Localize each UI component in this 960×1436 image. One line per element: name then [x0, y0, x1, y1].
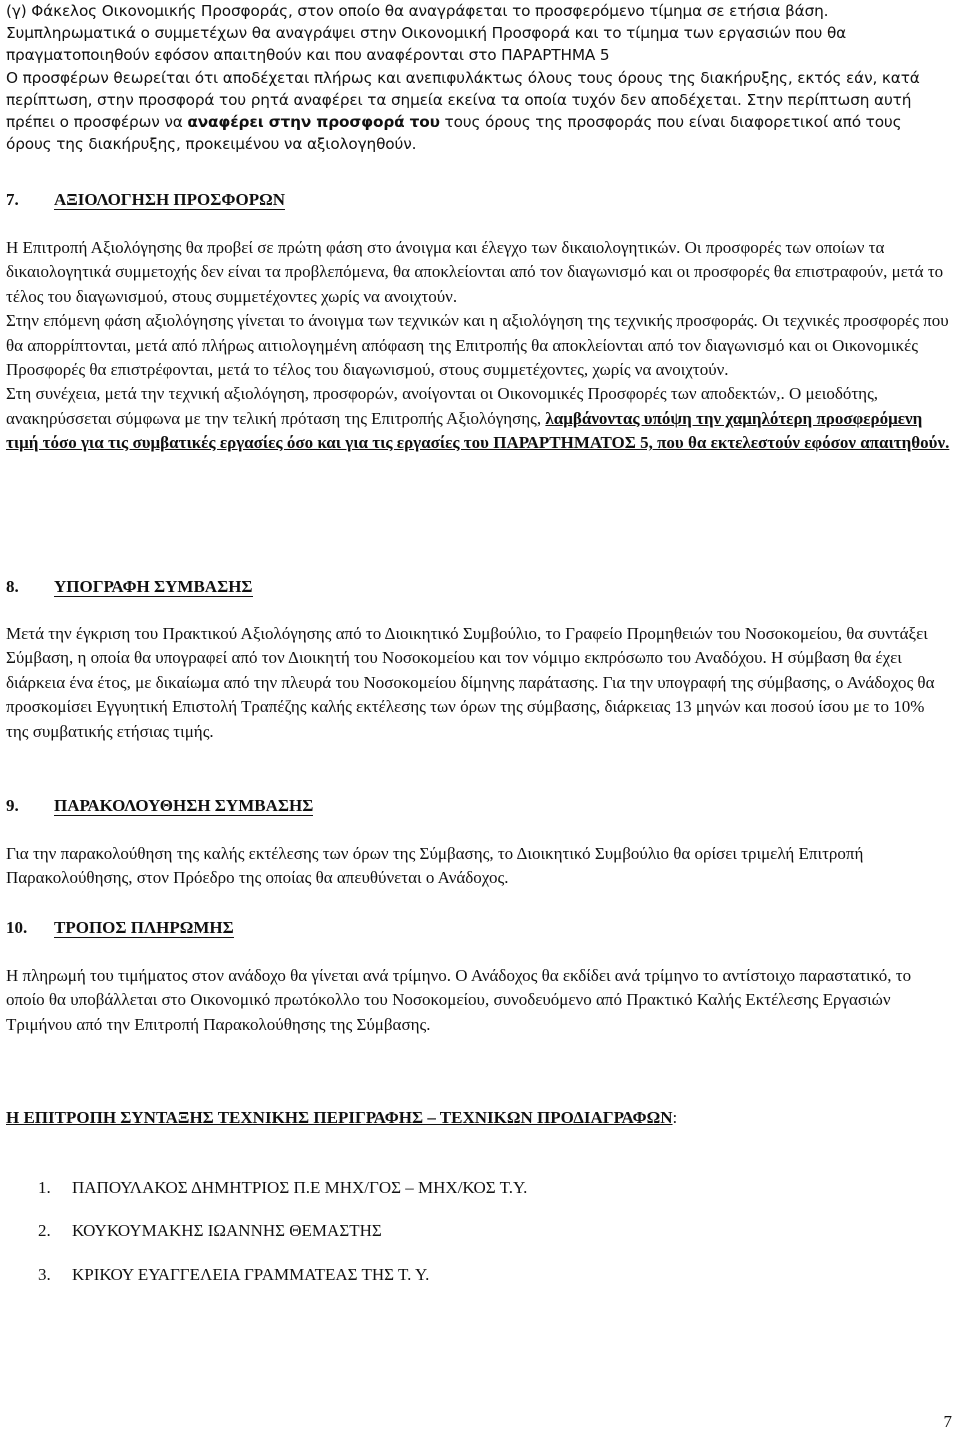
- acceptance-of-terms-paragraph: Ο προσφέρων θεωρείται ότι αποδέχεται πλήρως και ανεπιφυλάκτως όλους τους όρους της διακήρυξης, εκτός εάν, κατά περίπτωση, στην προσφορά του ρητά αναφέρει τα σημεία εκείνα τα οποία τυχόν δεν αποδέχεται. Στην περίπτωση αυτή πρέπει ο προσφέρων να αναφέρει στην προσφορά του τους όρους της προσφοράς που είναι διαφορετικοί από τους όρους της διακήρυξης, προκειμένου να αξιολογηθούν.: [6, 68, 920, 154]
- contract-monitoring-paragraph: Για την παρακολούθηση της καλής εκτέλεσης των όρων της Σύμβασης, το Διοικητικό Συμβούλιο θα ορίσει τριμελή Επιτροπή Παρακολούθησης, στον Πρόεδρο της οποίας θα απευθύνεται ο Ανάδοχος.: [6, 844, 864, 888]
- section-9-text: [6, 842, 951, 891]
- payment-paragraph: Η πληρωμή του τιμήματος στον ανάδοχο θα γίνεται ανά τρίμηνο. Ο Ανάδοχος θα εκδίδει ανά τρίμηνο το αντίστοιχο παραστατικό, το οποίο θα υποβάλλεται στο Οικονομικό πρωτόκολλο του Νοσοκομείου, συνοδευόμενο από Πρακτικό Καλής Εκτέλεσης Εργασιών Τριμήνου από την Επιτροπή Παρακολούθησης της Σύμβασης.: [6, 966, 912, 1034]
- heading-section-8: 8. ΥΠΟΓΡΑΦΗ ΣΥΜΒΑΣΗΣ: [6, 577, 253, 596]
- heading-section-9: 9. ΠΑΡΑΚΟΛΟΥΘΗΣΗ ΣΥΜΒΑΣΗΣ: [6, 796, 314, 815]
- envelope-financial-offer-line: (γ) Φάκελος Οικονομικής Προσφοράς, στον οποίο θα αναγράφεται το προσφερόμενο τίμημα σε ετήσια βάση.: [6, 2, 829, 20]
- section-10-text: [6, 964, 951, 1037]
- evaluation-paragraph-2: Στην επόμενη φάση αξιολόγησης γίνεται το άνοιγμα των τεχνικών και η αξιολόγηση της τεχνικής προσφοράς. Οι τεχνικές προσφορές που θα απορρίπτονται, μετά από πλήρως αιτιολογημένη απόφαση της Επιτροπής θα αποκλείονται από τον διαγωνισμό και οι Οικονομικές Προσφορές θα επιστρέφονται, μετά το τέλος του διαγωνισμού, στους συμμετέχοντες, χωρίς να ανοιχτούν.: [6, 311, 949, 380]
- heading-section-10: 10. ΤΡΟΠΟΣ ΠΛΗΡΩΜΗΣ: [6, 918, 234, 937]
- contract-signing-paragraph: Μετά την έγκριση του Πρακτικού Αξιολόγησης από το Διοικητικό Συμβούλιο, το Γραφείο Προμηθειών του Νοσοκομείου, θα συντάξει Σύμβαση, η οποία θα υπογραφεί από τον Διοικητή του Νοσοκομείου και τον νόμιμο εκπρόσωπο του Αναδόχου. Η σύμβαση θα έχει διάρκεια ένα έτος, με δικαίωμα από την πλευρά του Νοσοκομείου δίμηνης παράτασης. Για την υπογραφή της σύμβασης, ο Ανάδοχος θα προσκομίσει Εγγυητική Επιστολή Τραπέζης καλής εκτέλεσης των όρων της σύμβασης, διάρκειας 13 μηνών και ποσού ίσου με το 10% της συμβατικής ετήσιας τιμής.: [6, 624, 935, 741]
- section-7-text: [6, 236, 951, 456]
- section-6-text: [6, 0, 951, 155]
- section-8-text: [6, 622, 951, 744]
- supplementary-annex-line: Συμπληρωματικά ο συμμετέχων θα αναγράψει στην Οικονομική Προσφορά και το τίμημα των εργασιών που θα πραγματοποιηθούν εφόσον απαιτηθούν και που αναφέρονται στο ΠΑΡΑΡΤΗΜΑ 5: [6, 24, 847, 65]
- committee-member: 2. ΚΟΥΚΟΥΜΑΚΗΣ ΙΩΑΝΝΗΣ ΘΕΜΑΣΤΗΣ: [38, 1221, 382, 1240]
- evaluation-paragraph-1: Η Επιτροπή Αξιολόγησης θα προβεί σε πρώτη φάση στο άνοιγμα και έλεγχο των δικαιολογητικών. Οι προσφορές των οποίων τα δικαιολογητικά συμμετοχής δεν είναι τα προβλεπόμενα, θα αποκλείονται από τον διαγωνισμό και οι προσφορές θα επιστραφούν, μετά το τέλος του διαγωνισμού, στους συμμετέχοντες χωρίς να ανοιχτούν.: [6, 238, 944, 306]
- committee-member: 3. ΚΡΙΚΟΥ ΕΥΑΓΓΕΛΕΙΑ ΓΡΑΜΜΑΤΕΑΣ ΤΗΣ Τ. Υ.: [38, 1265, 430, 1284]
- heading-section-7: 7. ΑΞΙΟΛΟΓΗΣΗ ΠΡΟΣΦΟΡΩΝ: [6, 190, 285, 209]
- bold-phrase: αναφέρει στην προσφορά του: [187, 113, 440, 132]
- evaluation-paragraph-3: Στη συνέχεια, μετά την τεχνική αξιολόγηση, προσφορών, ανοίγονται οι Οικονομικές Προσφορές των αποδεκτών,. Ο μειοδότης, ανακηρύσσεται σύμφωνα με την τελική πρόταση της Επιτροπής Αξιολόγησης, λαμβάνοντας υπόψη την χαμηλότερη προσφερόμενη τιμή τόσο για τις συμβατικές εργασίες όσο και για τις εργασίες του ΠΑΡΑΡΤΗΜΑΤΟΣ 5, που θα εκτελεστούν εφόσον απαιτηθούν.: [6, 384, 950, 453]
- committee-heading: Η ΕΠΙΤΡΟΠΗ ΣΥΝΤΑΞΗΣ ΤΕΧΝΙΚΗΣ ΠΕΡΙΓΡΑΦΗΣ – ΤΕΧΝΙΚΩΝ ΠΡΟΔΙΑΓΡΑΦΩΝ:: [6, 1108, 678, 1127]
- committee-member: 1. ΠΑΠΟΥΛΑΚΟΣ ΔΗΜΗΤΡΙΟΣ Π.Ε ΜΗΧ/ΓΟΣ – ΜΗΧ/ΚΟΣ Τ.Υ.: [38, 1178, 528, 1197]
- page-number: 7: [943, 1412, 952, 1431]
- underlined-criterion: λαμβάνοντας υπόψη την χαμηλότερη προσφερόμενη τιμή τόσο για τις συμβατικές εργασίες όσο και για τις εργασίες του ΠΑΡΑΡΤΗΜΑΤΟΣ 5, που θα εκτελεστούν εφόσον απαιτηθούν.: [6, 408, 950, 453]
